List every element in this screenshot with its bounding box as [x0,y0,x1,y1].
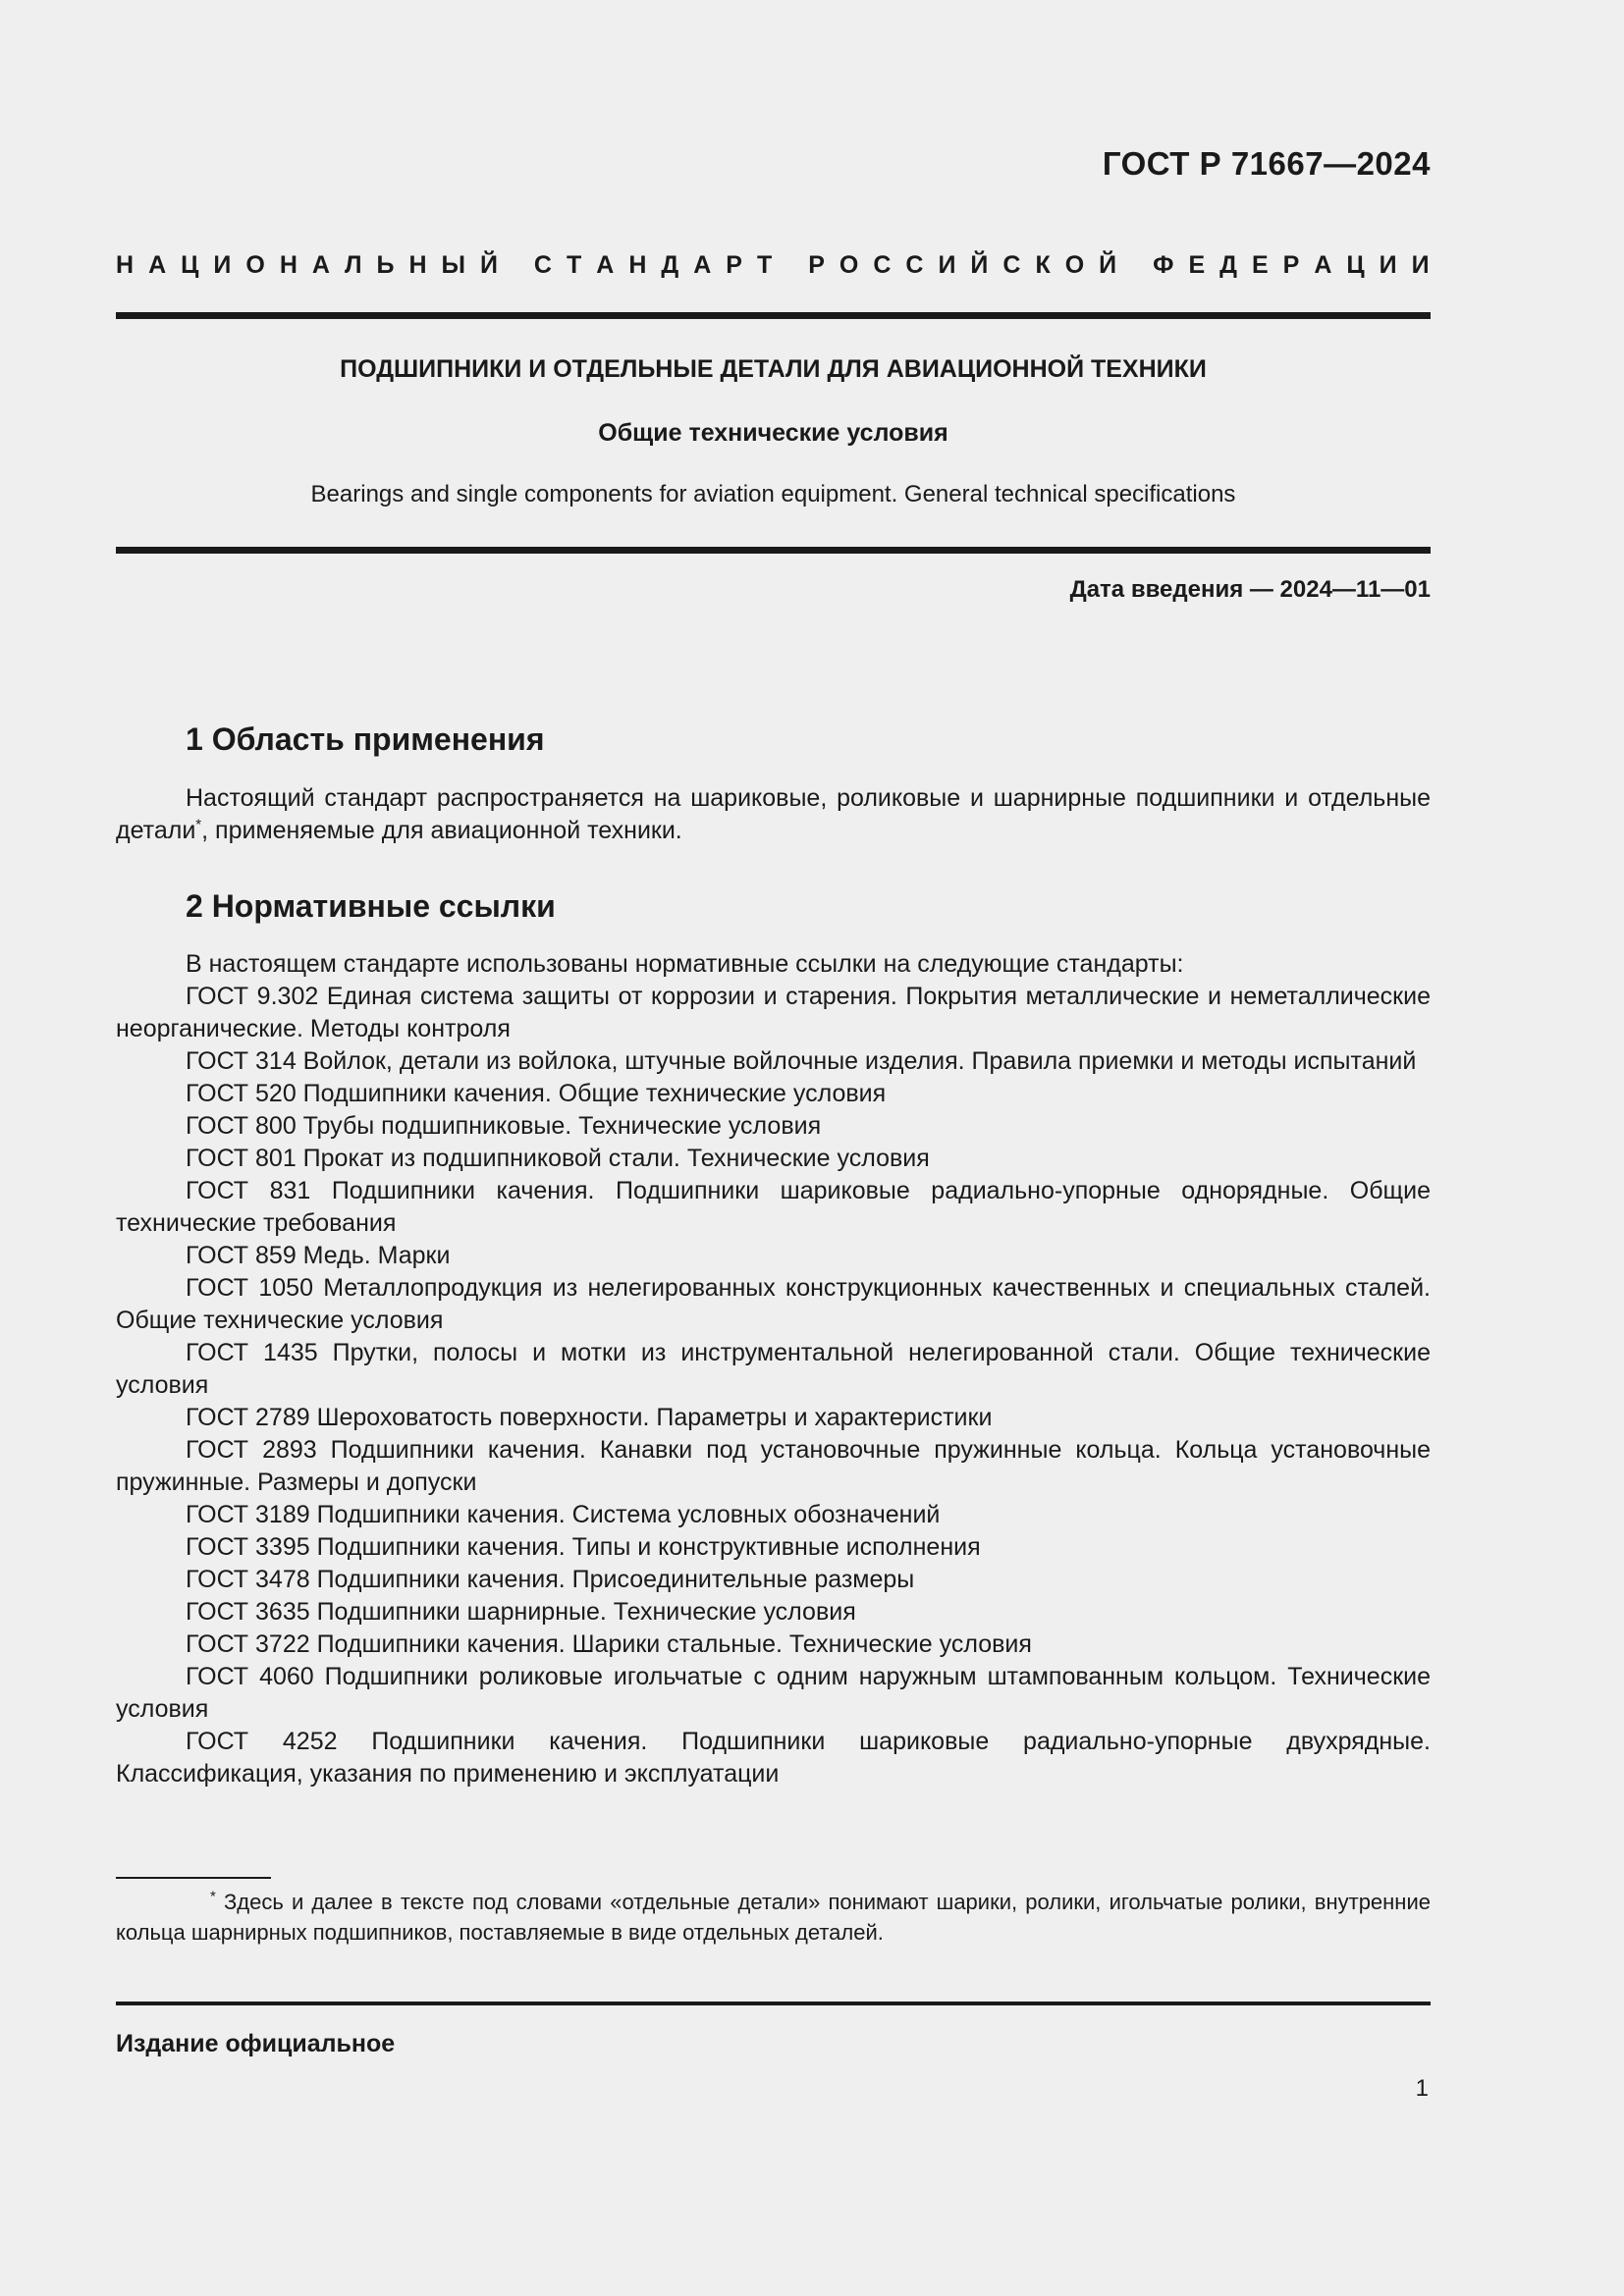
heading-letter: Й [480,251,498,279]
references-list [116,948,1431,1790]
heading-letter [513,251,519,280]
heading-letter: Р [808,251,825,279]
reference-item: ГОСТ 3478 Подшипники качения. Присоединительные размеры [186,1566,915,1593]
heading-letter: А [1314,251,1332,279]
footnote-separator [116,1877,271,1879]
page-number: 1 [1415,2075,1429,2102]
heading-letter: Н [279,251,298,279]
heading-letter: О [839,251,859,279]
heading-letter: С [533,251,552,279]
english-title: Bearings and single components for aviation equipment. General technical specifications [310,481,1236,507]
heading-letter: Т [756,251,773,279]
reference-item: ГОСТ 9.302 Единая система защиты от коррозии и старения. Покрытия металлические и неметаллические неорганические. Методы контроля [116,983,1431,1042]
section-1-paragraph [116,782,1431,847]
reference-item: ГОСТ 831 Подшипники качения. Подшипники шариковые радиально-упорные однорядные. Общие технические требования [116,1177,1431,1237]
reference-item: ГОСТ 3722 Подшипники качения. Шарики стальные. Технические условия [186,1630,1032,1658]
reference-item: ГОСТ 314 Войлок, детали из войлока, штучные войлочные изделия. Правила приемки и методы испытаний [186,1047,1417,1075]
heading-letter: С [905,251,924,279]
heading-letter: Ф [1153,251,1174,279]
national-standard-heading [116,251,1430,280]
heading-letter: О [1064,251,1085,279]
heading-letter: И [1379,251,1397,279]
heading-letter: О [245,251,265,279]
heading-letter: И [1411,251,1430,279]
heading-letter: Е [1251,251,1269,279]
heading-letter: Н [408,251,427,279]
reference-item: ГОСТ 3635 Подшипники шарнирные. Технические условия [186,1598,856,1626]
reference-item: ГОСТ 859 Медь. Марки [186,1242,451,1269]
heading-letter: А [596,251,615,279]
footnote-marker: * [195,816,202,833]
heading-letter: Ц [1346,251,1365,279]
heading-letter: Л [344,251,362,279]
heading-letter: А [148,251,167,279]
section-1-heading: 1 Область применения [186,721,545,757]
footer-rule [116,2002,1431,2005]
heading-letter: Д [661,251,679,279]
heading-letter: Д [1219,251,1237,279]
document-subtitle: Общие технические условия [598,419,948,447]
heading-letter: Ц [181,251,199,279]
heading-letter: Н [628,251,647,279]
heading-letter [786,251,793,280]
footnote [116,1887,1431,1948]
reference-item: ГОСТ 520 Подшипники качения. Общие технические условия [186,1080,887,1107]
reference-item: ГОСТ 2893 Подшипники качения. Канавки под установочные пружинные кольца. Кольца установочные пружинные. Размеры и допуски [116,1436,1431,1496]
heading-letter: Й [1099,251,1117,279]
official-edition-label: Издание официальное [116,2030,396,2057]
reference-item: ГОСТ 1435 Прутки, полосы и мотки из инструментальной нелегированной стали. Общие технические условия [116,1339,1431,1399]
heading-letter: Е [1188,251,1206,279]
reference-item: ГОСТ 3395 Подшипники качения. Типы и конструктивные исполнения [186,1533,981,1561]
heading-letter: Ы [441,251,465,279]
reference-item: ГОСТ 4252 Подшипники качения. Подшипники шариковые радиально-упорные двухрядные. Классификация, указания по применению и эксплуатации [116,1728,1431,1788]
references-intro: В настоящем стандарте использованы нормативные ссылки на следующие стандарты: [186,950,1184,978]
reference-item: ГОСТ 1050 Металлопродукция из нелегированных конструкционных качественных и специальных сталей. Общие технические условия [116,1274,1431,1334]
document-title: ПОДШИПНИКИ И ОТДЕЛЬНЫЕ ДЕТАЛИ ДЛЯ АВИАЦИОННОЙ ТЕХНИКИ [340,355,1207,383]
title-bottom-rule [116,547,1431,554]
heading-letter: Й [970,251,989,279]
reference-item: ГОСТ 2789 Шероховатость поверхности. Параметры и характеристики [186,1404,993,1431]
reference-item: ГОСТ 4060 Подшипники роликовые игольчатые с одним наружным штампованным кольцом. Технические условия [116,1663,1431,1723]
heading-letter: Ь [376,251,395,279]
document-number: ГОСТ Р 71667—2024 [1102,145,1431,182]
introduction-date: Дата введения — 2024—11—01 [1069,576,1431,603]
section-2-heading: 2 Нормативные ссылки [186,888,556,924]
heading-letter: И [213,251,232,279]
heading-letter: К [1035,251,1051,279]
reference-item: ГОСТ 800 Трубы подшипниковые. Технические условия [186,1112,822,1140]
heading-letter [1131,251,1138,280]
footnote-mark: * [210,1888,216,1905]
reference-item: ГОСТ 3189 Подшипники качения. Система условных обозначений [186,1501,941,1528]
footnote-text: Здесь и далее в тексте под словами «отдельные детали» понимают шарики, ролики, игольчатые ролики, внутренние кольца шарнирных подшипников, поставляемые в виде отдельных деталей. [116,1890,1431,1945]
reference-item: ГОСТ 801 Прокат из подшипниковой стали. Технические условия [186,1145,930,1172]
heading-letter: Р [726,251,742,279]
top-rule [116,312,1431,319]
heading-letter: С [873,251,892,279]
heading-letter: Т [566,251,582,279]
section-1-text-start: Настоящий стандарт распространяется на шариковые, роликовые и шарнирные подшипники и отдельные детали [116,784,1431,844]
reference-items [116,981,1431,1790]
heading-letter: А [693,251,712,279]
heading-letter: Р [1282,251,1300,279]
section-1-text-end: , применяемые для авиационной техники. [201,817,682,844]
heading-letter: С [1002,251,1021,279]
heading-letter: А [311,251,330,279]
heading-letter: Н [116,251,135,279]
heading-letter: И [938,251,956,279]
